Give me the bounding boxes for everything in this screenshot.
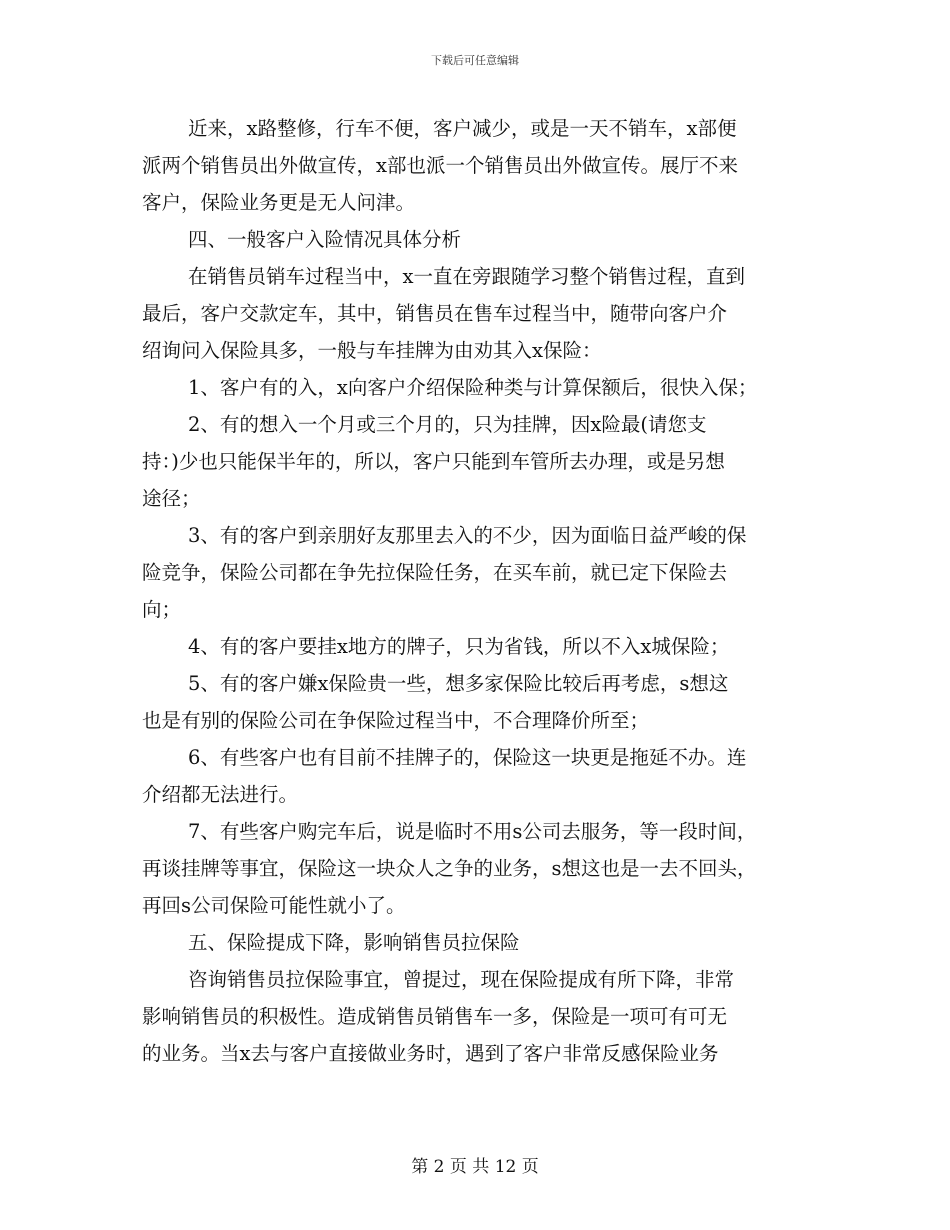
- text-line: 近来，x路整修，行车不便，客户减少，或是一天不销车，x部便: [188, 117, 737, 140]
- text-line: 险竞争，保险公司都在争先拉保险任务，在买车前，就已定下保险去: [142, 561, 728, 584]
- text-line: 最后，客户交款定车，其中，销售员在售车过程当中，随带向客户介: [142, 302, 728, 325]
- text-line: 持：)少也只能保半年的，所以，客户只能到车管所去办理，或是另想: [142, 450, 725, 473]
- text-line: 影响销售员的积极性。造成销售员销售车一多，保险是一项可有可无: [142, 1005, 728, 1028]
- text-line: 绍询问入保险具多，一般与车挂牌为由劝其入x保险：: [142, 339, 602, 362]
- list-item: 5、有的客户嫌x保险贵一些，想多家保险比较后再考虑，s想这: [188, 672, 729, 695]
- text-line: 也是有别的保险公司在争保险过程当中，不合理降价所至；: [142, 709, 650, 732]
- text-line: 咨询销售员拉保险事宜，曾提过，现在保险提成有所下降，非常: [188, 968, 735, 991]
- list-item: 3、有的客户到亲朋好友那里去入的不少，因为面临日益严峻的保: [188, 524, 747, 547]
- list-item: 7、有些客户购完车后，说是临时不用s公司去服务，等一段时间，: [188, 820, 757, 843]
- text-line: 派两个销售员出外做宣传，x部也派一个销售员出外做宣传。展厅不来: [142, 154, 738, 177]
- list-item: 2、有的想入一个月或三个月的，只为挂牌，因x险最(请您支: [188, 413, 707, 436]
- section-heading: 四、一般客户入险情况具体分析: [188, 228, 462, 251]
- body-text: [142, 110, 817, 1072]
- text-line: 介绍都无法进行。: [142, 783, 299, 806]
- text-line: 客户，保险业务更是无人问津。: [142, 191, 416, 214]
- page-header: 下载后可任意编辑: [431, 54, 519, 67]
- text-line: 再回s公司保险可能性就小了。: [142, 894, 406, 917]
- list-item: 6、有些客户也有目前不挂牌子的，保险这一块更是拖延不办。连: [188, 746, 747, 769]
- text-line: 向；: [142, 598, 182, 621]
- text-line: 的业务。当x去与客户直接做业务时，遇到了客户非常反感保险业务: [142, 1042, 719, 1065]
- section-heading: 五、保险提成下降，影响销售员拉保险: [188, 931, 520, 954]
- text-line: 途径；: [142, 487, 201, 510]
- list-item: 4、有的客户要挂x地方的牌子，只为省钱，所以不入x城保险；: [188, 635, 730, 658]
- list-item: 1、客户有的入，x向客户介绍保险种类与计算保额后，很快入保；: [188, 376, 758, 399]
- page-number: 第 2 页 共 12 页: [411, 1157, 539, 1177]
- text-line: 在销售员销车过程当中，x一直在旁跟随学习整个销售过程，直到: [188, 265, 745, 288]
- text-line: 再谈挂牌等事宜，保险这一块众人之争的业务，s想这也是一去不回头，: [142, 857, 757, 880]
